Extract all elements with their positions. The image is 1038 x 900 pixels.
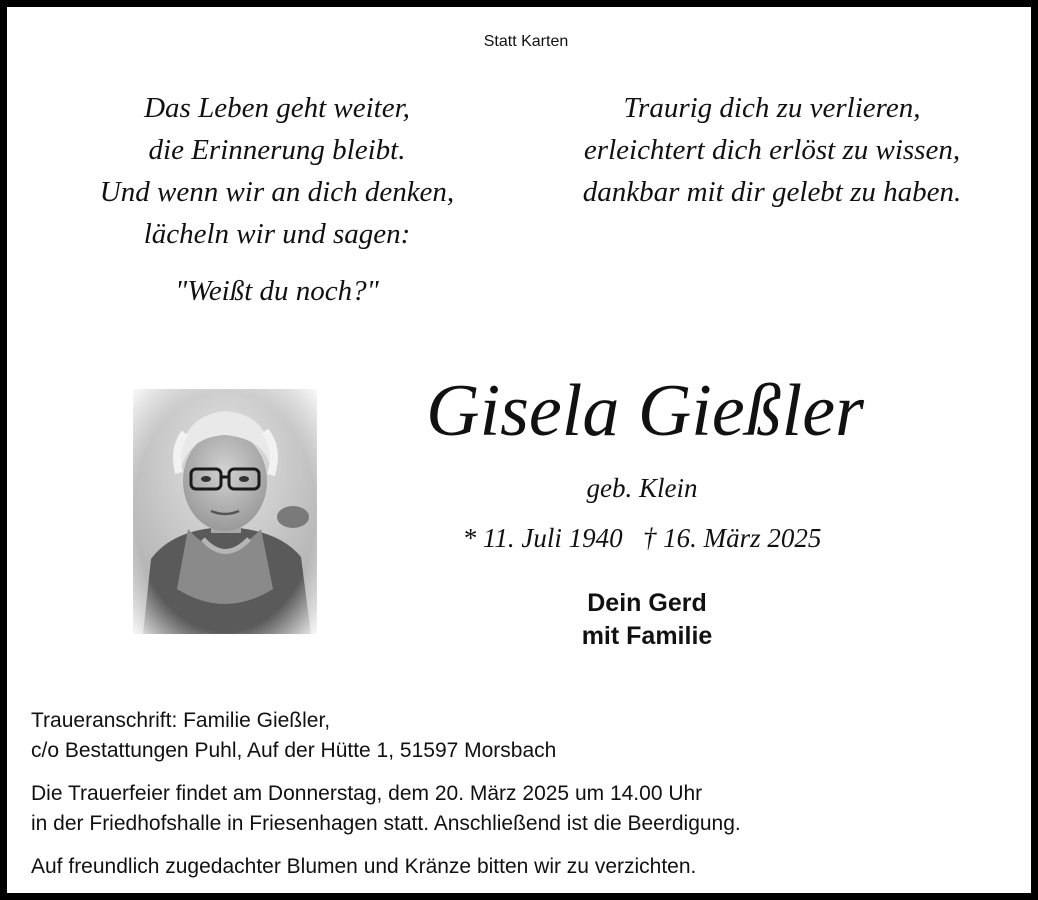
portrait-photo [133, 389, 317, 634]
ceremony-info [31, 779, 1021, 839]
deceased-name: Gisela Gießler [426, 370, 864, 452]
statt-karten-label: Statt Karten [483, 33, 569, 50]
life-dates: * 11. Juli 1940 † 16. März 2025 [462, 523, 822, 553]
address-line-2: c/o Bestattungen Puhl, Auf der Hütte 1, 51597 Morsbach [31, 739, 557, 762]
flowers-note: Auf freundlich zugedachter Blumen und Kränze bitten wir zu verzichten. [31, 855, 697, 878]
ceremony-line-2: in der Friedhofshalle in Friesenhagen statt. Anschließend ist die Beerdigung. [31, 812, 741, 835]
birth-name: geb. Klein [586, 473, 698, 503]
poem-left-quote: "Weißt du noch?" [175, 275, 379, 307]
address-line-1: Traueranschrift: Familie Gießler, [31, 709, 331, 732]
mourners-signature [487, 587, 807, 653]
mourner-line-1: Dein Gerd [587, 589, 707, 617]
poem-left: Das Leben geht weiter, die Erinnerung bleibt. Und wenn wir an dich denken, lächeln wir und sagen: [99, 92, 455, 250]
poem-right: Traurig dich zu verlieren, erleichtert dich erlöst zu wissen, dankbar mit dir gelebt zu haben. [582, 92, 962, 208]
ceremony-line-1: Die Trauerfeier findet am Donnerstag, dem 20. März 2025 um 14.00 Uhr [31, 782, 703, 805]
mourning-address [31, 706, 1021, 766]
mourner-line-2: mit Familie [581, 622, 713, 650]
portrait-illustration [133, 389, 317, 634]
